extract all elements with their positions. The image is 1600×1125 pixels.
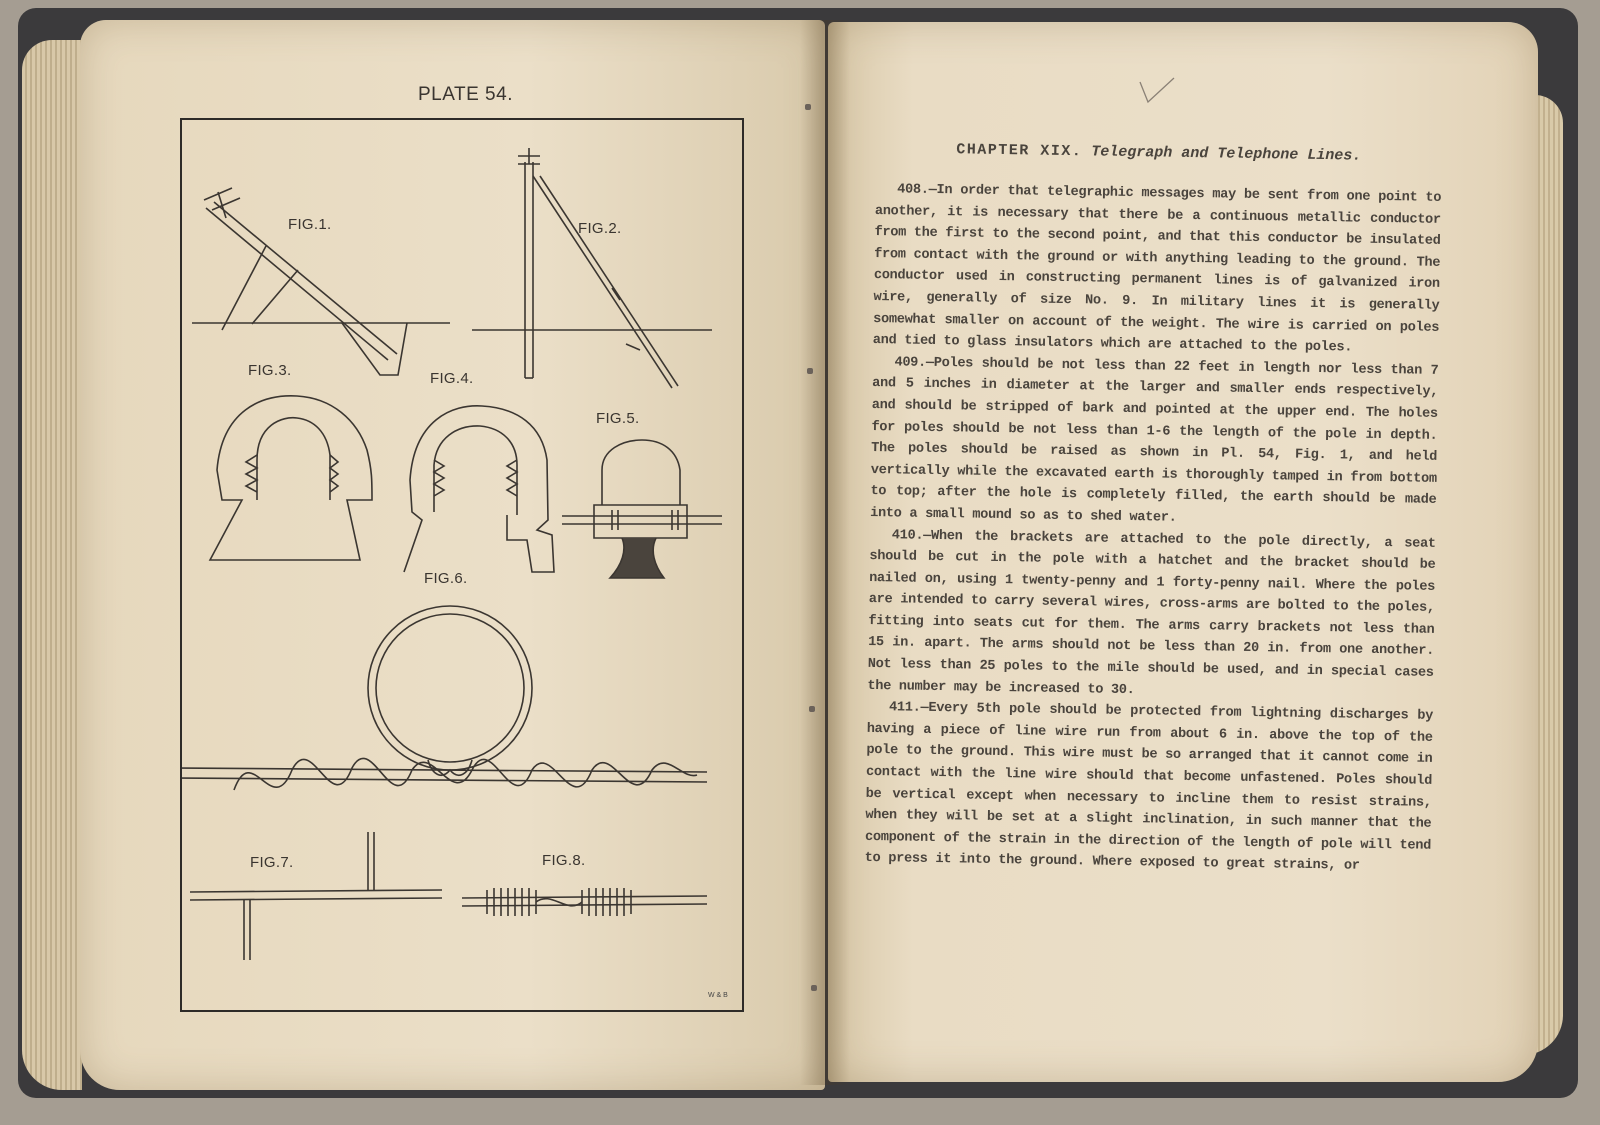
binding-stitch xyxy=(809,706,815,712)
fig4-insulator-section-drawing xyxy=(404,406,554,572)
left-page-edges xyxy=(22,40,82,1090)
fig7-t-joint-drawing xyxy=(190,832,442,960)
fig6-label: FIG.6. xyxy=(424,570,468,587)
fig3-insulator-section-drawing xyxy=(210,396,372,560)
paragraph-409: 409.—Poles should be not less than 22 feet in length nor less than 7 and 5 inches in diameter at the larger and smaller ends respectively, and should be stripped of bark and pointed at the upper end. The holes for poles should be not less than 1-6 the length of the pole in depth. The poles should be raised as shown in Pl. 54, Fig. 1, and held vertically while the excavated earth is thoroughly tamped in from bottom to top; after the hole is completely filled, the earth should be made into a small mound so as to shed water. xyxy=(870,355,1439,526)
pencil-checkmark-icon xyxy=(1138,76,1178,106)
fig1-label: FIG.1. xyxy=(288,216,332,233)
fig3-label: FIG.3. xyxy=(248,362,292,379)
fig2-label: FIG.2. xyxy=(578,220,622,237)
fig5-insulator-with-wire-drawing xyxy=(562,440,722,578)
fig4-label: FIG.4. xyxy=(430,370,474,387)
fig6-wire-loop-tie-drawing xyxy=(182,606,707,790)
chapter-subtitle: Telegraph and Telephone Lines. xyxy=(1091,143,1362,165)
binding-stitch xyxy=(807,368,813,374)
chapter-text xyxy=(865,140,1442,879)
chapter-number: CHAPTER XIX. xyxy=(956,141,1083,161)
fig8-label: FIG.8. xyxy=(542,852,586,869)
paragraph-410: 410.—When the brackets are attached to the pole directly, a seat should be cut in the pole with a hatchet and the bracket should be nailed on, using 1 twenty-penny and 1 forty-penny nail. Where the poles are intended to carry several wires, cross-arms are bolted to the poles, fitting into seats cut for them. The arms carry brackets not less than 15 in. apart. The arms should not be less than 20 in. from one another. Not less than 25 poles to the mile should be used, and in special cases the number may be increased to 30. xyxy=(867,527,1436,698)
binding-stitch xyxy=(811,985,817,991)
paragraph-408: 408.—In order that telegraphic messages may be sent from one point to another, it is necessary that there be a continuous metallic conductor from the first to the second point, and that this conductor be insulated from contact with the ground or with anything leading to the ground. The conductor used in constructing permanent lines is of galvanized iron wire, generally of size No. 9. In military lines it is generally somewhat smaller on account of the weight. The wire is carried on poles and tied to glass insulators which are attached to the poles. xyxy=(872,182,1442,356)
binding-stitch xyxy=(805,104,811,110)
fig8-wire-splice-drawing xyxy=(462,888,707,916)
fig5-label: FIG.5. xyxy=(596,410,640,427)
paragraph-411: 411.—Every 5th pole should be protected from lightning discharges by having a piece of line wire run from about 6 in. above the top of the pole to the ground. This wire must be so arranged that it cannot come in contact with the line wire should that become unfastened. Poles should be vertical except when necessary to incline them to resist strains, when they will be set at a slight inclination, in such manner that the component of the strain in the direction of the length of pole will tend to press it into the ground. Where exposed to great strains, or xyxy=(864,700,1434,875)
book-gutter xyxy=(800,20,850,1085)
plate-illustration xyxy=(182,120,742,1010)
engraver-mark: W & B xyxy=(708,992,728,999)
plate-title: PLATE 54. xyxy=(418,84,513,105)
fig7-label: FIG.7. xyxy=(250,854,294,871)
fig2-pole-with-pike-drawing xyxy=(472,148,712,388)
plate-frame xyxy=(180,118,744,1012)
